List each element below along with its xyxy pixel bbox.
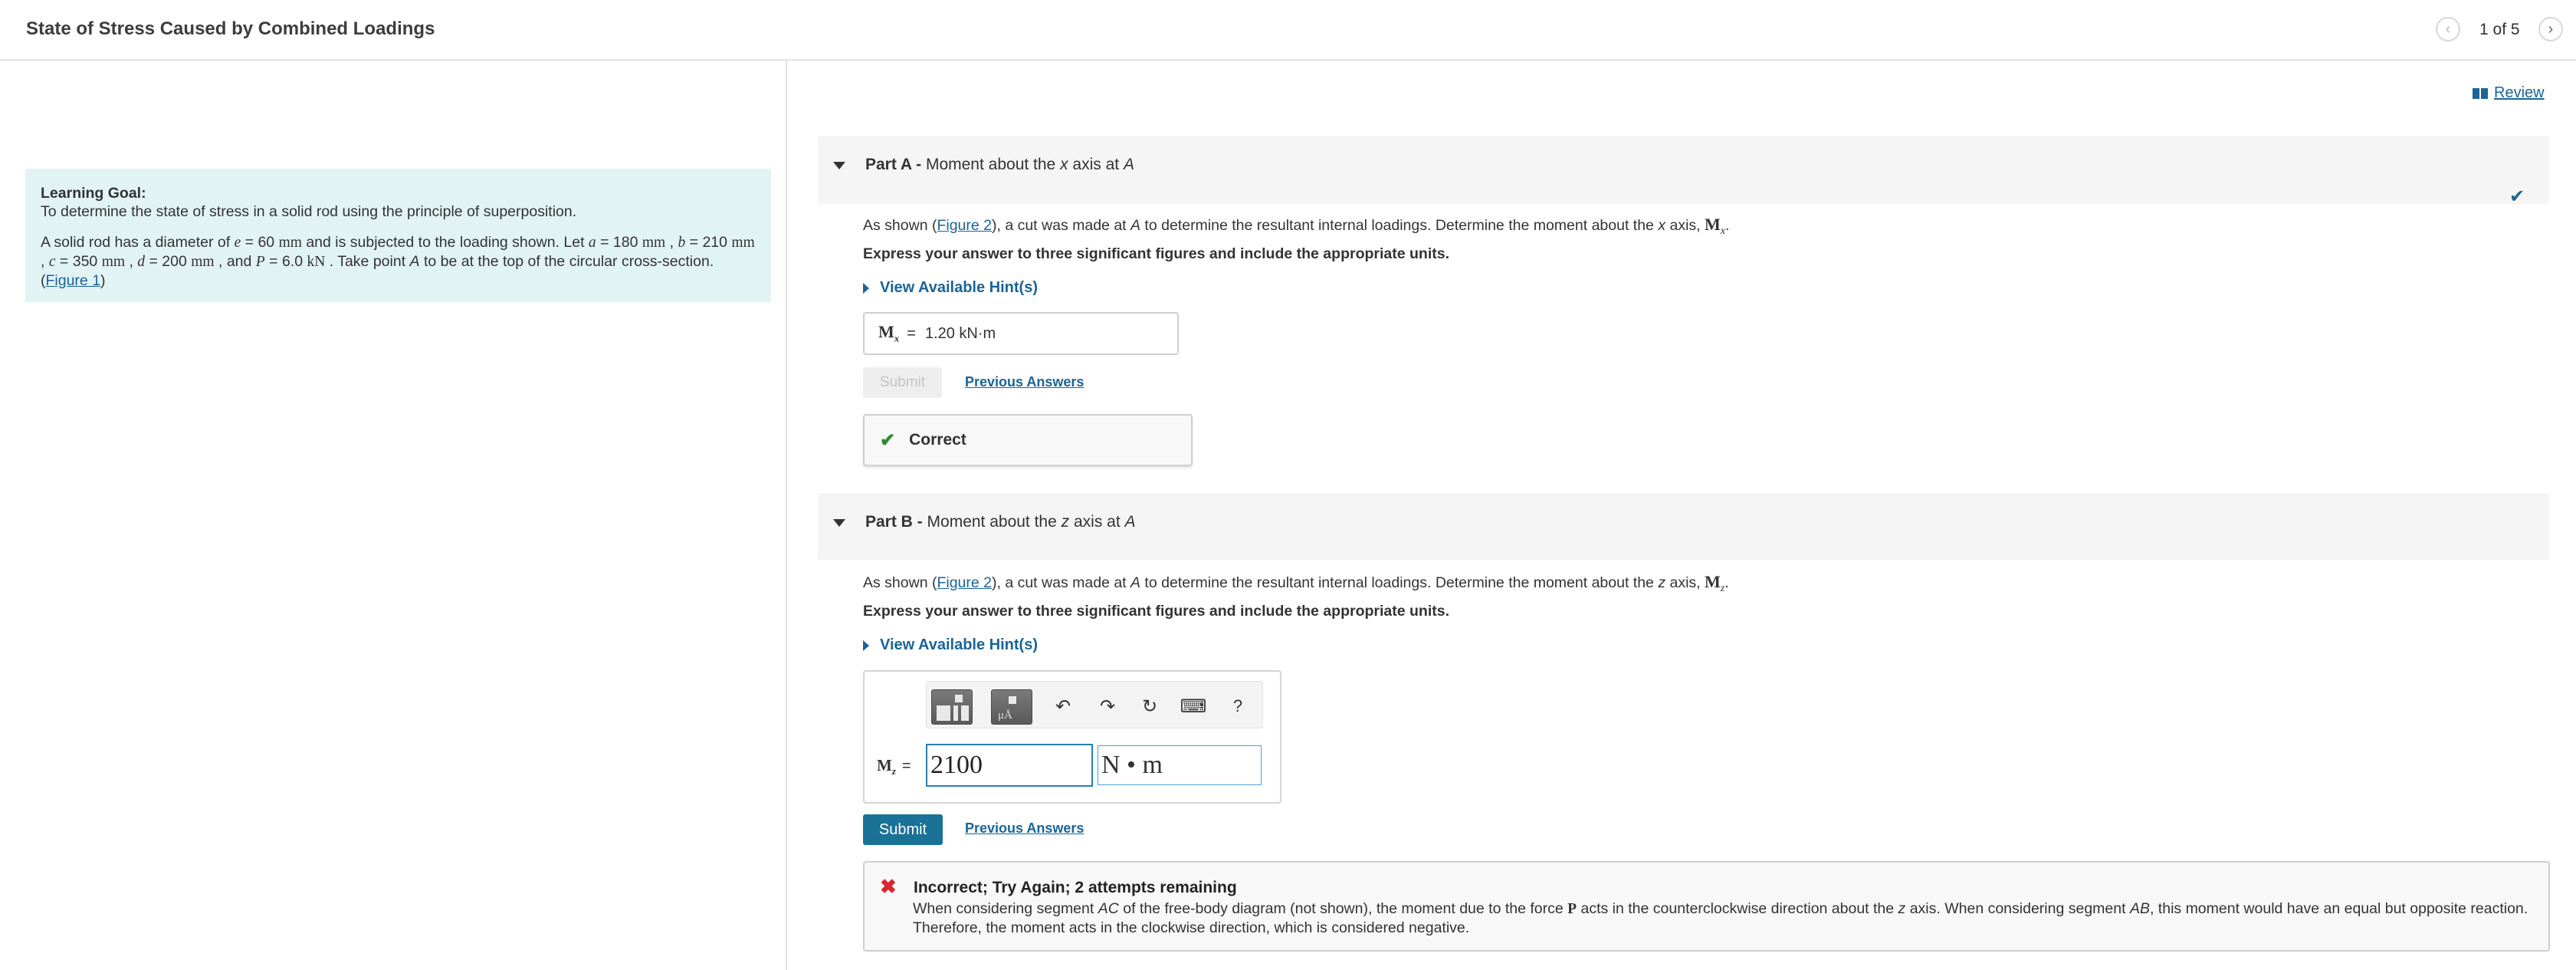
- math-toolbar: [926, 681, 1263, 728]
- part-a-answer-display: $M_x$ = 1.20 kN·m: [863, 312, 1179, 355]
- part-b-answer-editor: [863, 670, 1281, 804]
- undo-icon[interactable]: ↶: [1055, 695, 1071, 717]
- part-b-hint-toggle[interactable]: View Available Hint(s): [863, 636, 1038, 654]
- column-divider: [786, 61, 787, 970]
- completed-check-icon: ✔: [2509, 186, 2525, 207]
- chevron-left-icon: ‹: [2445, 20, 2451, 38]
- keyboard-icon[interactable]: ⌨: [1180, 695, 1207, 717]
- part-a-question: As shown (Figure 2), a cut was made at A to determine the resultant internal loadings. Determine the moment about the x axis, $M_x$.: [863, 215, 1730, 237]
- next-page-button[interactable]: [2538, 17, 2563, 41]
- part-b-submit-button[interactable]: Submit: [863, 814, 943, 845]
- book-icon: [2473, 88, 2488, 99]
- value-input[interactable]: 2100: [926, 744, 1093, 787]
- part-a-submit-button-disabled: Submit: [863, 367, 942, 398]
- reset-icon[interactable]: ↻: [1141, 695, 1158, 717]
- collapse-triangle-icon: [833, 162, 845, 169]
- part-a-header[interactable]: [818, 136, 2549, 204]
- units-input[interactable]: N • m: [1098, 745, 1262, 785]
- help-icon[interactable]: ?: [1232, 696, 1243, 715]
- part-a-previous-answers-link[interactable]: Previous Answers: [965, 374, 1085, 390]
- header-bar: [0, 0, 2576, 61]
- x-icon: ✖: [880, 875, 897, 898]
- figure-2-link[interactable]: Figure 2: [937, 574, 992, 591]
- feedback-message: When considering segment AC of the free-body diagram (not shown), the moment due to the force P acts in the counterclockwise direction about the z axis. When considering segment AB, this moment would have an equal but opposite reaction. Therefore, the moment acts in the clockwise direction, which is considered negative.: [913, 900, 2528, 936]
- part-b-title: Part B - Moment about the z axis at A: [865, 513, 1136, 531]
- part-a-title: Part A - Moment about the x axis at A: [865, 156, 1134, 173]
- previous-page-button[interactable]: [2436, 17, 2460, 41]
- figure-2-link[interactable]: Figure 2: [937, 217, 992, 234]
- review-link[interactable]: Review: [2473, 84, 2545, 102]
- redo-icon[interactable]: ↷: [1099, 695, 1116, 717]
- page-title: State of Stress Caused by Combined Loadings: [26, 18, 435, 39]
- problem-statement: A solid rod has a diameter of e = 60 mm and is subjected to the loading shown. Let a = 180 mm , b = 210 mm , c = 350 mm , d = 200 mm , and P = 6.0 kN . Take point A to be at the top of the circular cross-section. (Figure 1): [41, 234, 755, 289]
- check-icon: ✔: [880, 429, 896, 451]
- correct-feedback: ✔ Correct: [863, 414, 1193, 466]
- caret-right-icon: [863, 283, 869, 294]
- part-b-question: As shown (Figure 2), a cut was made at A to determine the resultant internal loadings. Determine the moment about the z axis, $M_z$.: [863, 572, 1729, 594]
- mz-label: $M_z$ =: [877, 756, 911, 778]
- incorrect-feedback: [863, 861, 2550, 952]
- part-a-answer-value: 1.20 kN·m: [924, 324, 996, 342]
- units-templates-button[interactable]: μÅ: [991, 689, 1032, 725]
- collapse-triangle-icon: [833, 519, 845, 527]
- part-b-header[interactable]: [818, 494, 2549, 560]
- learning-goal-text: To determine the state of stress in a solid rod using the principle of superposition.: [41, 203, 577, 220]
- incorrect-title: Incorrect; Try Again; 2 attempts remaining: [914, 879, 1237, 896]
- learning-goal-title: Learning Goal:: [41, 185, 146, 202]
- learning-goal-panel: [25, 169, 771, 302]
- part-a-hint-toggle[interactable]: View Available Hint(s): [863, 279, 1038, 297]
- part-a-instructions: Express your answer to three significant figures and include the appropriate units.: [863, 245, 1449, 262]
- part-b-previous-answers-link[interactable]: Previous Answers: [965, 820, 1085, 836]
- figure-1-link[interactable]: Figure 1: [45, 272, 101, 289]
- caret-right-icon: [863, 640, 869, 651]
- page-counter: 1 of 5: [2479, 21, 2520, 38]
- part-b-instructions: Express your answer to three significant figures and include the appropriate units.: [863, 603, 1449, 620]
- chevron-right-icon: ›: [2548, 20, 2554, 38]
- templates-button[interactable]: [931, 689, 973, 725]
